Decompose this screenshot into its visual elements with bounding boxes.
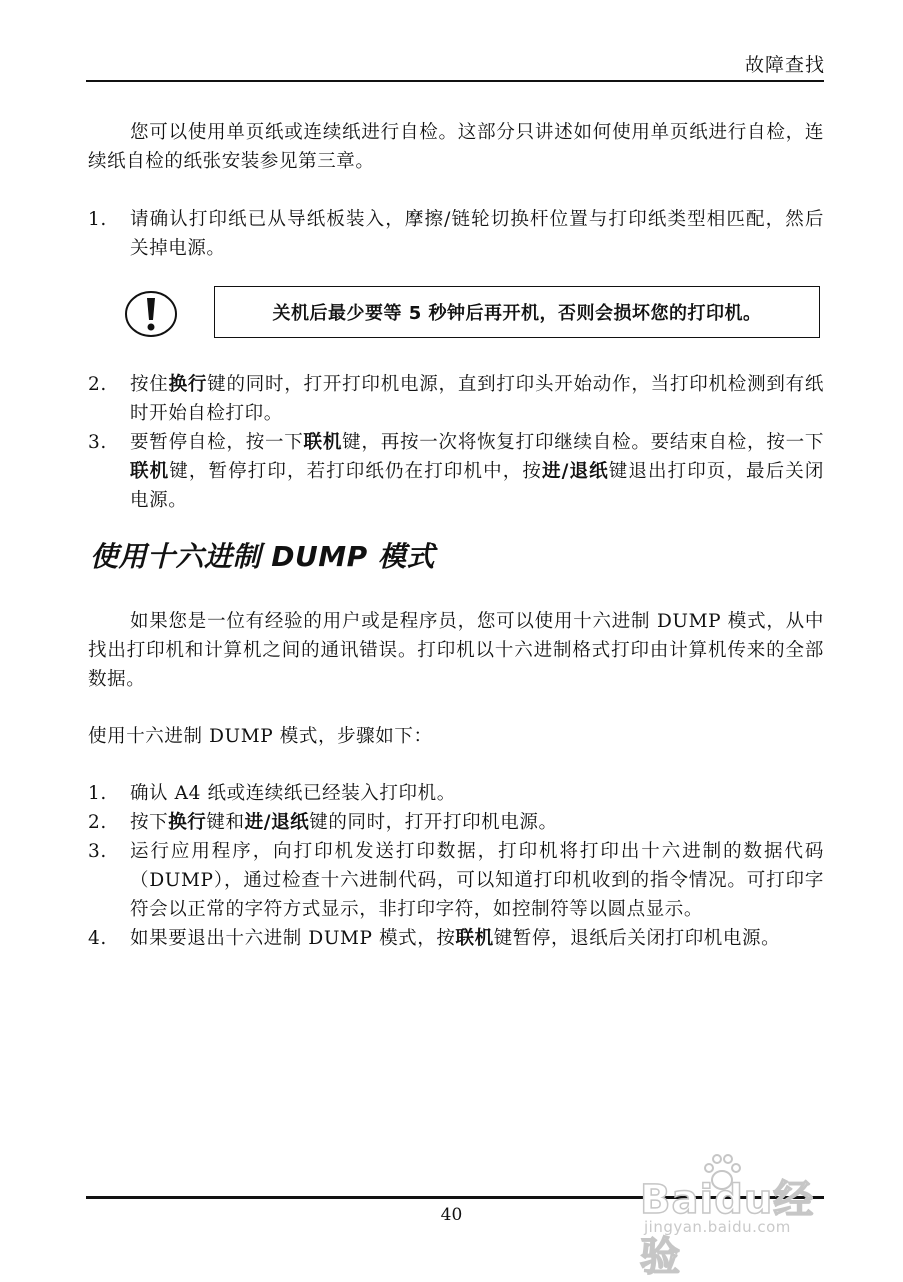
list-item-number: 1. — [88, 209, 107, 230]
watermark — [640, 1150, 850, 1280]
page-number: 40 — [440, 1205, 463, 1225]
list-item-text: 请确认打印纸已从导纸板装入，摩擦/链轮切换杆位置与打印纸类型相匹配，然后关掉电源。 — [130, 209, 824, 259]
key-name: 进/退纸 — [541, 461, 609, 482]
list-item-text: 运行应用程序，向打印机发送打印数据，打印机将打印出十六进制的数据代码（DUMP），通过检查十六进制代码，可以知道打印机收到的指令情况。可打印字符会以正常的字符方式显示，非打印字符，如控制符等以圆点显示。 — [130, 841, 824, 920]
list-item-number: 1. — [88, 783, 107, 804]
list-item-text: 按下换行键和进/退纸键的同时，打开打印机电源。 — [130, 812, 558, 833]
list-item — [88, 808, 824, 837]
key-name: 联机 — [130, 461, 170, 482]
list-item — [88, 205, 824, 263]
intro-paragraph: 您可以使用单页纸或连续纸进行自检。这部分只讲述如何使用单页纸进行自检，连续纸自检的纸张安装参见第三章。 — [88, 122, 824, 172]
key-name: 换行 — [168, 374, 208, 395]
list-item-number: 3. — [88, 432, 107, 453]
warning-text: 关机后最少要等 5 秒钟后再开机，否则会损坏您的打印机。 — [272, 303, 762, 324]
steps-list-2 — [88, 370, 824, 515]
key-name: 联机 — [303, 432, 343, 453]
watermark-url: jingyan.baidu.com — [644, 1218, 791, 1236]
key-name: 联机 — [455, 928, 494, 949]
list-item — [88, 428, 824, 515]
section-title: 使用十六进制 DUMP 模式 — [90, 540, 435, 573]
list-item — [88, 924, 824, 953]
section-intro-paragraph: 如果您是一位有经验的用户或是程序员，您可以使用十六进制 DUMP 模式，从中找出打印机和计算机之间的通讯错误。打印机以十六进制格式打印由计算机传来的全部数据。 — [88, 611, 824, 690]
list-item-text: 如果要退出十六进制 DUMP 模式，按联机键暂停，退纸后关闭打印机电源。 — [130, 928, 781, 949]
steps-list-1 — [88, 205, 824, 263]
watermark-brand: Baidu经验 — [640, 1177, 815, 1280]
warning-icon — [124, 290, 178, 338]
list-item — [88, 779, 824, 808]
list-item — [88, 837, 824, 924]
steps-intro: 使用十六进制 DUMP 模式，步骤如下： — [88, 726, 433, 747]
list-item-text: 确认 A4 纸或连续纸已经装入打印机。 — [130, 783, 456, 804]
dump-steps-list — [88, 779, 824, 953]
list-item-number: 4. — [88, 928, 107, 949]
list-item-number: 2. — [88, 812, 107, 833]
list-item-number: 2. — [88, 374, 107, 395]
list-item-text: 要暂停自检，按一下联机键，再按一次将恢复打印继续自检。要结束自检，按一下联机键，暂停打印，若打印纸仍在打印机中，按进/退纸键退出打印页，最后关闭电源。 — [130, 432, 824, 511]
list-item-number: 3. — [88, 841, 107, 862]
header-rule — [86, 80, 824, 82]
warning-box — [214, 286, 820, 338]
key-name: 进/退纸 — [244, 812, 310, 833]
page-header-title: 故障查找 — [744, 54, 825, 76]
list-item — [88, 370, 824, 428]
list-item-text: 按住换行键的同时，打开打印机电源，直到打印头开始动作，当打印机检测到有纸时开始自检打印。 — [130, 374, 825, 424]
key-name: 换行 — [168, 812, 207, 833]
